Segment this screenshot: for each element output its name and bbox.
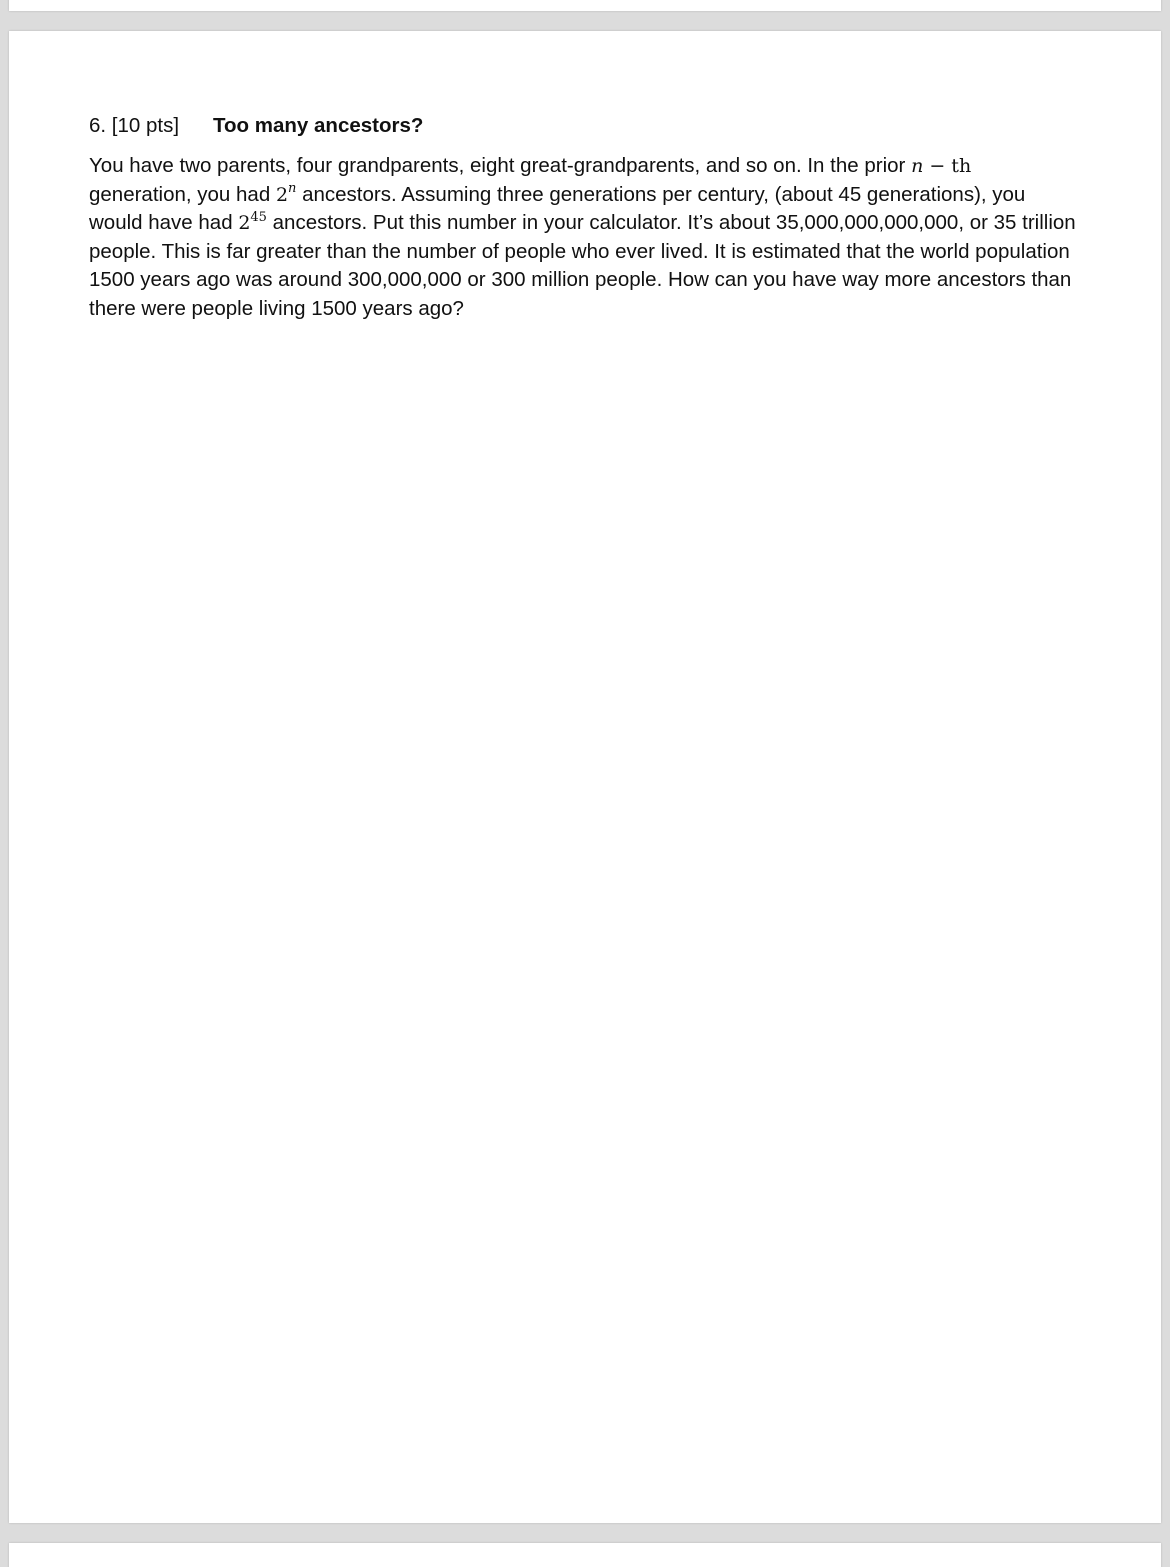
- question-header: [89, 111, 1079, 141]
- question-6: [89, 111, 1079, 324]
- body-text-4: ancestors. Put this number in your calculator. It’s about 35,000,000,000,000, or 35 trillion people. This is far greater than the number of people who ever lived. It is estimated that the world population 1500 years ago was around 300,000,000 or 300 million people. How can you have way more ancestors than there were people living 1500 years ago?: [89, 211, 1076, 320]
- body-text-1: You have two parents, four grandparents, eight great-grandparents, and so on. In the prior: [89, 154, 912, 177]
- math-minus-th: − th: [923, 155, 972, 177]
- body-text-3: ancestors. Assuming three generations per century, (about 45 generations), you would have had: [89, 182, 1026, 235]
- math-base: 2: [238, 212, 251, 235]
- math-exponent: 45: [250, 209, 267, 225]
- math-n-th: [911, 155, 971, 177]
- math-exponent: n: [288, 181, 297, 197]
- previous-page: [9, 0, 1161, 11]
- math-2-power-n: [275, 181, 297, 206]
- math-base: 2: [275, 183, 289, 206]
- math-variable-n: n: [911, 155, 924, 177]
- question-body: [89, 152, 1079, 324]
- question-title: Too many ancestors?: [213, 114, 424, 137]
- next-page: [9, 1543, 1161, 1567]
- document-page: [9, 31, 1161, 1523]
- math-2-power-45: [238, 209, 267, 235]
- body-text-2: generation, you had: [89, 182, 276, 206]
- question-number: 6. [10 pts]: [89, 114, 180, 137]
